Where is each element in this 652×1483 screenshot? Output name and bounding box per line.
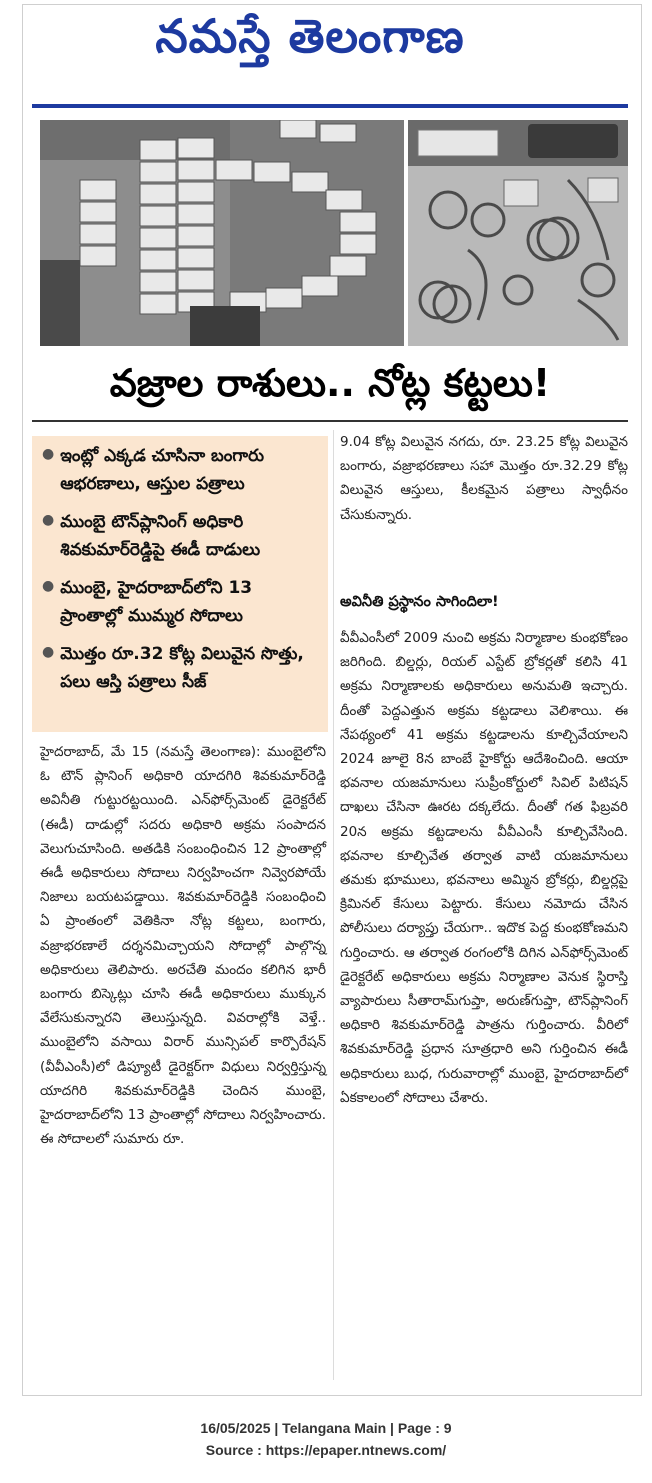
highlight-text: మొత్తం రూ.32 కోట్ల విలువైన సొత్తు, పలు ఆస్తి పత్రాలు సీజ్ [60,644,304,692]
highlight-item [42,640,320,696]
footer-source: Source : https://epaper.ntnews.com/ [205,1442,447,1458]
jewellery-photo [408,120,628,346]
headline-text: వజ్రాల రాశులు.. నోట్ల కట్టలు! [109,361,551,405]
highlight-text: ఇంట్లో ఎక్కడ చూసినా బంగారు ఆభరణాలు, ఆస్తుల పత్రాలు [60,446,265,494]
masthead [22,8,598,76]
highlight-item [42,508,320,564]
masthead-rule [32,104,628,108]
highlight-item [42,442,320,498]
bullet-icon: ● [42,578,55,594]
headline [32,356,628,422]
footer-edition-info: 16/05/2025 | Telangana Main | Page : 9 [200,1420,452,1436]
highlight-text: ముంబై, హైదరాబాద్‌లోని 13 ప్రాంతాల్లో ముమ్మర సోదాలు [60,578,253,626]
article-body-right: వీవీఎంసీలో 2009 నుంచి అక్రమ నిర్మాణాల కుంభకోణం జరిగింది. బిల్డర్లు, రియల్ ఎస్టేట్ బ్రోకర్లతో కలిసి 41 అక్రమ నిర్మాణాలకు అధికారులు అనుమతి ఇచ్చారు. దీంతో పెద్దఎత్తున అక్రమ కట్టడాలు వెలిశాయి. ఈ నేపథ్యంలో 41 అక్రమ కట్టడాలను కూల్చివేయాలని 2024 జూలై 8న బాంబే హైకోర్టు ఆదేశించింది. ఆయా భవనాల యజమానులు సుప్రీంకోర్టులో సివిల్ పిటిషన్ దాఖలు చేసినా ఊరట దక్కలేదు. దీంతో గత ఫిబ్రవరి 20న అక్రమ కట్టడాలను వీవీఎంసీ కూల్చివేసింది. భవనాల కూల్చివేత తర్వాత వాటి యజమానులు తమకు భూములు, భవనాలు అమ్మిన బ్రోకర్లు, బిల్డర్లపై క్రిమినల్ కేసులు పెట్టారు. కేసులు నమోదు చేసిన పోలీసులు దర్యాప్తు చేయగా.. ఇదొక పెద్ద కుంభకోణమని గుర్తించారు. ఆ తర్వాత రంగంలోకి దిగిన ఎన్‌ఫోర్స్‌మెంట్ డైరెక్టరేట్ అధికారులు అక్రమ నిర్మాణాల వెనుక స్థిరాస్తి వ్యాపారులు సీతారామ్‌గుప్తా, అరుణ్‌గుప్తా, టౌన్‌ప్లానింగ్ అధికారి శివకుమార్‌రెడ్డి పాత్రను గుర్తించారు. వీరిలో శివకుమార్‌రెడ్డి ప్రధాన సూత్రధారి అని గుర్తించిన ఈడీ అధికారులు బుధ, గురువారాల్లో ముంబై, హైదరాబాద్‌లో ఏకకాలంలో సోదాలు చేశారు. [340,630,628,1106]
highlight-text: ముంబై టౌన్‌ప్లానింగ్ అధికారి శివకుమార్‌రెడ్డిపై ఈడీ దాడులు [60,512,261,560]
article-body-left: హైదరాబాద్, మే 15 (నమస్తే తెలంగాణ): ముంబైలోని ఓ టౌన్ ప్లానింగ్ అధికారి యాదగిరి శివకుమార్‌రెడ్డి అవినీతి గుట్టురట్టయింది. ఎన్‌ఫోర్స్‌మెంట్ డైరెక్టరేట్ (ఈడీ) దాడుల్లో సదరు అధికారి అక్రమ సంపాదన వెలుగుచూసింది. అతడికి సంబంధించిన 12 ప్రాంతాల్లో ఈడీ అధికారులు సోదాలు నిర్వహించగా నివ్వెరపోయే నిజాలు బయటపడ్డాయి. శివకుమార్‌రెడ్డికి సంబంధించి ఏ ప్రాంతంలో వెతికినా నోట్ల కట్టలు, బంగారు, వజ్రాభరణాలే దర్శనమిచ్చాయని సోదాల్లో పాల్గొన్న అధికారులు తెలిపారు. అరచేతి మందం కలిగిన భారీ బంగారు బిస్కెట్లు చూసి ఈడీ అధికారులు ముక్కున వేలేసుకున్నారని తెలుస్తున్నది. వివరాల్లోకి వెళ్తే.. ముంబైలోని వసాయి విరార్ మున్సిపల్ కార్పొరేషన్ (వీవీఎంసీ)లో డిప్యూటీ డైరెక్టర్‌గా విధులు నిర్వర్తిస్తున్న యాదగిరి శివకుమార్‌రెడ్డికి చెందిన ముంబై, హైదరాబాద్‌లోని 13 ప్రాంతాల్లో సోదాలు నిర్వహించారు. ఈ సోదాలలో సుమారు రూ. [40,744,326,1148]
masthead-title: నమస్తే తెలంగాణ [155,9,465,63]
bullet-icon: ● [42,446,55,462]
highlight-item [42,574,320,630]
bullet-icon: ● [42,512,55,528]
article-subheading: అవినీతి ప్రస్థానం సాగిందిలా! [340,594,499,610]
cash-bundles-photo [40,120,404,346]
article-body-right-top: 9.04 కోట్ల విలువైన నగదు, రూ. 23.25 కోట్ల విలువైన బంగారు, వజ్రాభరణాలు సహా మొత్తం రూ.32.29 కోట్ల విలువైన ఆస్తులు, కీలకమైన పత్రాలు స్వాధీనం చేసుకున్నారు. [340,434,628,523]
bullet-icon: ● [42,644,55,660]
column-divider [333,430,334,1380]
highlights-box [32,436,328,732]
